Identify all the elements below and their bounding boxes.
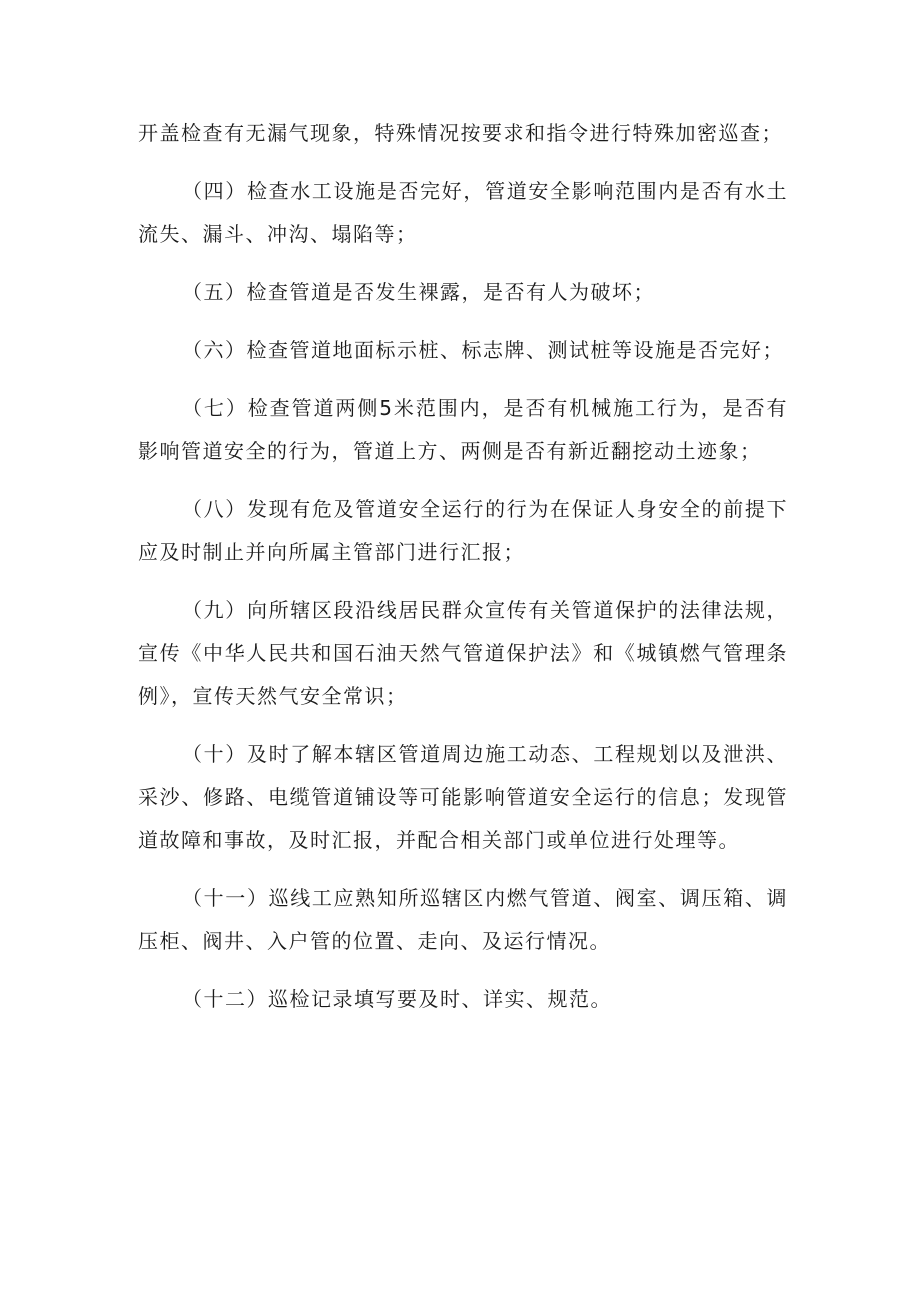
- document-body: [138, 112, 788, 1021]
- paragraph-item-11: （十一）巡线工应熟知所巡辖区内燃气管道、阀室、调压箱、调压柜、阀井、入户管的位置、走向、及运行情况。: [138, 886, 788, 953]
- paragraph-item-4: （四）检查水工设施是否完好，管道安全影响范围内是否有水土流失、漏斗、冲沟、塌陷等；: [138, 179, 788, 246]
- paragraph-item-10: （十）及时了解本辖区管道周边施工动态、工程规划以及泄洪、采沙、修路、电缆管道铺设等可能影响管道安全运行的信息；发现管道故障和事故，及时汇报，并配合相关部门或单位进行处理等。: [138, 742, 788, 852]
- paragraph-item-5: （五）检查管道是否发生裸露，是否有人为破坏；: [182, 280, 655, 304]
- paragraph-item-8: （八）发现有危及管道安全运行的行为在保证人身安全的前提下应及时制止并向所属主管部门进行汇报；: [138, 497, 788, 564]
- paragraph-continuation: 开盖检查有无漏气现象，特殊情况按要求和指令进行特殊加密巡查；: [138, 121, 783, 145]
- paragraph-item-12: （十二）巡检记录填写要及时、详实、规范。: [182, 987, 612, 1011]
- paragraph-item-7: （七）检查管道两侧5米范围内，是否有机械施工行为，是否有影响管道安全的行为，管道上方、两侧是否有新近翻挖动土迹象；: [138, 396, 788, 463]
- paragraph-item-9: （九）向所辖区段沿线居民群众宣传有关管道保护的法律法规，宣传《中华人民共和国石油天然气管道保护法》和《城镇燃气管理条例》，宣传天然气安全常识；: [138, 598, 788, 708]
- paragraph-item-6: （六）检查管道地面标示桩、标志牌、测试桩等设施是否完好；: [182, 338, 784, 362]
